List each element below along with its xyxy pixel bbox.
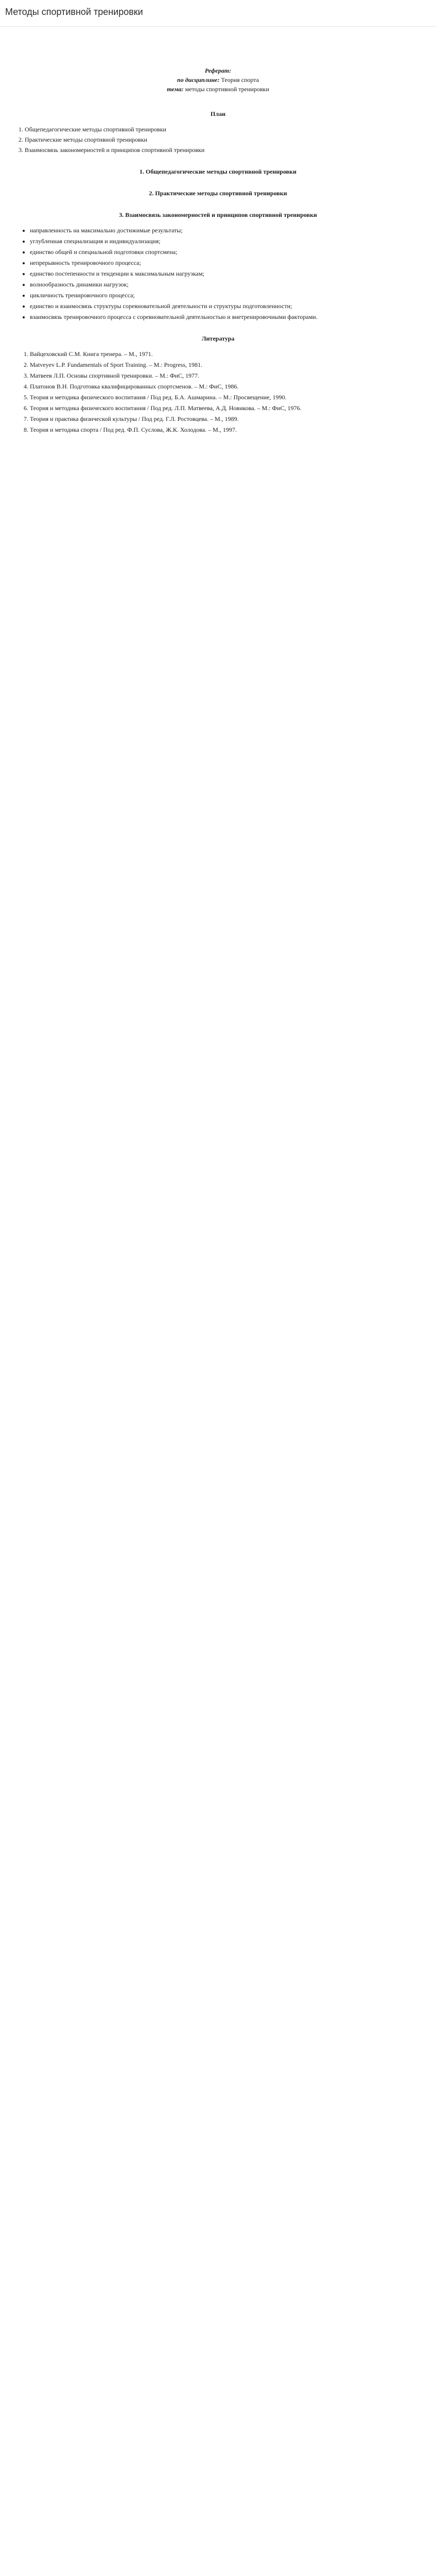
list-item: • непрерывность тренировочного процесса; (30, 258, 417, 267)
bibliography-item: 5. Теория и методика физического воспитания / Под ред. Б.А. Ашмарина. – М.: Просвещение, 1990. (30, 393, 417, 402)
section-3 (19, 210, 417, 321)
bibliography-item: 6. Теория и методика физического воспитания / Под ред. Л.П. Матвеева, А.Д. Новикова. – М.: ФиС, 1976. (30, 403, 417, 413)
topic-label: тема: (167, 86, 184, 93)
referat-line (19, 66, 417, 75)
plan-list (19, 125, 417, 155)
section-2-heading: 2. Практические методы спортивной тренировки (149, 190, 287, 197)
discipline-value: Теория спорта (221, 76, 259, 83)
plan-section (19, 109, 417, 155)
bibliography-section (19, 334, 417, 434)
page-header (0, 0, 436, 27)
section-2 (19, 189, 417, 198)
referat-label: Реферат: (204, 67, 232, 74)
bibliography-item: 7. Теория и практика физической культуры / Под ред. Г.Л. Ростовцева. – М., 1989. (30, 414, 417, 423)
list-item: • цикличность тренировочного процесса; (30, 291, 417, 300)
discipline-line (19, 75, 417, 84)
bibliography-list (19, 349, 417, 434)
list-item: • единство постепенности и тенденции к максимальным нагрузкам; (30, 269, 417, 278)
plan-heading: План (211, 110, 225, 117)
bibliography-item: 8. Теория и методика спорта / Под ред. Ф.П. Суслова, Ж.К. Холодова. – М., 1997. (30, 425, 417, 434)
page-title: Методы спортивной тренировки (5, 7, 143, 17)
discipline-label: по дисциплине: (177, 76, 220, 83)
section-1-heading: 1. Общепедагогические методы спортивной тренировки (139, 168, 297, 175)
bibliography-item: 1. Вайцеховский С.М. Книга тренера. – М., 1971. (30, 349, 417, 359)
topic-value: методы спортивной тренировки (185, 86, 269, 93)
document-body (0, 27, 436, 465)
section-1 (19, 167, 417, 176)
section-3-list (19, 226, 417, 321)
bibliography-heading: Литература (201, 335, 235, 342)
section-3-heading: 3. Взаимосвязь закономерностей и принципов спортивной тренировки (119, 211, 317, 218)
list-item: • углубленная специализация и индивидуализация; (30, 236, 417, 246)
topic-line (19, 84, 417, 94)
bibliography-item: 2. Matveyev L.P. Fundamentals of Sport Training. – M.: Progress, 1981. (30, 360, 417, 369)
list-item: • единство общей и специальной подготовки спортсмена; (30, 247, 417, 257)
plan-item: 1. Общепедагогические методы спортивной тренировки (19, 126, 166, 133)
list-item: • волнообразность динамики нагрузок; (30, 280, 417, 289)
list-item: • взаимосвязь тренировочного процесса с соревновательной деятельностью и внетренировочными факторами. (30, 312, 417, 321)
list-item: • единство и взаимосвязь структуры соревновательной деятельности и структуры подготовленности; (30, 301, 417, 311)
title-block (19, 66, 417, 94)
plan-item: 2. Практические методы спортивной тренировки (19, 136, 147, 143)
list-item: • направленность на максимально достижимые результаты; (30, 226, 417, 235)
plan-item: 3. Взаимосвязь закономерностей и принципов спортивной тренировки (19, 146, 205, 154)
bibliography-item: 4. Платонов В.Н. Подготовка квалифицированных спортсменов. – М.: ФиС, 1986. (30, 382, 417, 391)
bibliography-item: 3. Матвеев Л.П. Основы спортивной тренировки. – М.: ФиС, 1977. (30, 371, 417, 380)
